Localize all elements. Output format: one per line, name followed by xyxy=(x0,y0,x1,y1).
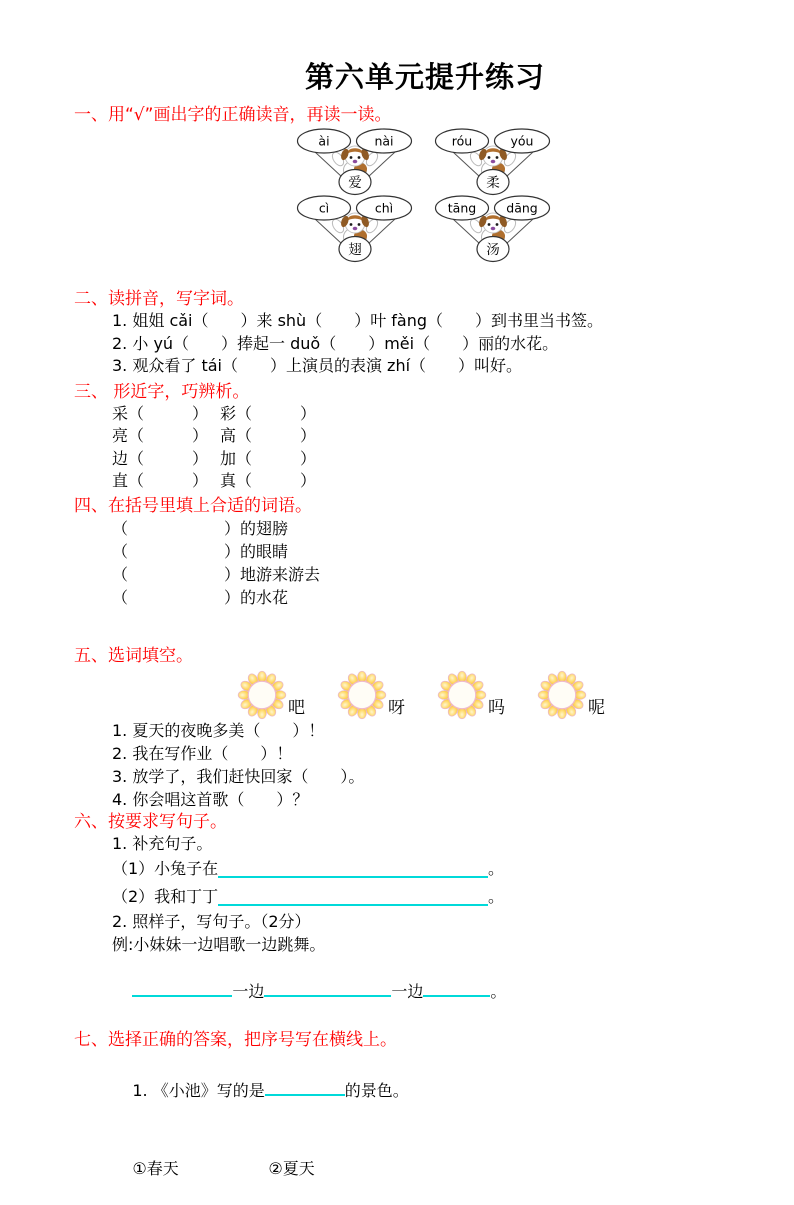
pattern-word: 一边 xyxy=(391,982,424,1001)
flower-icon xyxy=(438,671,486,719)
s3-cell: 直（ ） xyxy=(112,471,209,490)
word-option xyxy=(438,669,538,719)
s3-row-1 xyxy=(112,403,794,426)
pinyin-choice-group-ai xyxy=(296,128,414,195)
s6-sub-2: 2. 照样子，写句子。（2分） xyxy=(112,912,311,931)
s6-example: 例:小妹妹一边唱歌一边跳舞。 xyxy=(112,934,326,954)
flower-icon xyxy=(338,671,386,719)
s3-row-2 xyxy=(112,425,794,448)
word-option-label: 吗 xyxy=(488,697,505,718)
s3-cell: 真（ ） xyxy=(220,471,317,490)
s3-row-4 xyxy=(112,470,794,493)
pinyin-choice-grid xyxy=(296,128,552,262)
s7-question-1 xyxy=(112,1052,794,1130)
word-option-label: 吧 xyxy=(288,697,305,718)
pinyin-option-left: róu xyxy=(451,133,473,149)
section-6-header: 六、按要求写句子。 xyxy=(74,811,227,832)
pinyin-option-left: ài xyxy=(318,133,330,149)
s2-item-2: 2. 小 yú（ ）捧起一 duǒ（ ）měi（ ）丽的水花。 xyxy=(112,333,559,353)
pattern-word: 一边 xyxy=(232,982,265,1001)
word-option-label: 呢 xyxy=(588,697,605,718)
section-5-header: 五、选词填空。 xyxy=(74,645,193,666)
s6-sub-1: 1. 补充句子。 xyxy=(112,833,213,853)
answer-blank-line xyxy=(218,863,488,878)
s6-pattern-line xyxy=(112,956,794,1028)
pinyin-option-right: dāng xyxy=(506,200,538,216)
flower-icon xyxy=(238,671,286,719)
answer-blank-line xyxy=(423,982,490,997)
character-label: 翅 xyxy=(348,242,362,258)
answer-blank-line xyxy=(265,1081,345,1096)
option-2: ②夏天 xyxy=(268,1159,315,1178)
pinyin-option-right: chì xyxy=(374,200,394,216)
character-label: 柔 xyxy=(486,175,500,191)
s5-item-2: 2. 我在写作业（ ）！ xyxy=(112,743,293,763)
section-7-header: 七、选择正确的答案，把序号写在横线上。 xyxy=(74,1030,397,1050)
word-option xyxy=(238,669,338,719)
s6-fill-1 xyxy=(112,855,504,883)
s4-item-3: （ ）地游来游去 xyxy=(112,564,321,584)
s3-cell: 彩（ ） xyxy=(220,403,317,423)
s5-item-4: 4. 你会唱这首歌（ ）？ xyxy=(112,789,309,809)
section-3-header: 三、 形近字，巧辨析。 xyxy=(74,381,250,402)
s3-cell: 采（ ） xyxy=(112,403,209,423)
question-suffix: 的景色。 xyxy=(344,1081,409,1100)
pinyin-option-right: yóu xyxy=(510,133,534,149)
fill-prefix: （2）我和丁丁 xyxy=(112,887,219,906)
pattern-suffix: 。 xyxy=(490,982,507,1001)
s3-cell: 高（ ） xyxy=(220,426,317,445)
s3-cell: 边（ ） xyxy=(112,448,209,468)
fill-prefix: （1）小兔子在 xyxy=(112,859,219,878)
s3-cell: 亮（ ） xyxy=(112,426,209,445)
s4-item-4: （ ）的水花 xyxy=(112,587,289,607)
answer-blank-line xyxy=(264,982,391,997)
page-title: 第六单元提升练习 xyxy=(304,60,545,94)
answer-blank-line xyxy=(132,982,232,997)
s7-options xyxy=(112,1133,794,1205)
character-label: 爱 xyxy=(348,175,362,191)
s6-fill-2 xyxy=(112,883,504,911)
character-label: 汤 xyxy=(486,242,500,258)
s4-item-1: （ ）的翅膀 xyxy=(112,518,289,538)
word-option xyxy=(538,669,638,719)
s3-cell: 加（ ） xyxy=(220,448,317,468)
question-prefix: 1. 《小池》写的是 xyxy=(132,1081,265,1100)
word-option xyxy=(338,669,438,719)
pinyin-choice-group-rou xyxy=(434,128,552,195)
s2-item-3: 3. 观众看了 tái（ ）上演员的表演 zhí（ ）叫好。 xyxy=(112,356,523,375)
fill-suffix: 。 xyxy=(487,887,504,906)
answer-blank-line xyxy=(218,891,488,906)
s5-item-1: 1. 夏天的夜晚多美（ ）！ xyxy=(112,720,325,740)
s4-item-2: （ ）的眼睛 xyxy=(112,541,289,561)
section-1-header: 一、用“√”画出字的正确读音，再读一读。 xyxy=(74,105,392,125)
flower-icon xyxy=(538,671,586,719)
s2-item-1: 1. 姐姐 cǎi（ ）来 shù（ ）叶 fàng（ ）到书里当书签。 xyxy=(112,311,604,330)
section-4-header: 四、在括号里填上合适的词语。 xyxy=(74,495,312,516)
pinyin-choice-group-tang xyxy=(434,195,552,262)
option-1: ①春天 xyxy=(132,1159,179,1178)
word-options-row xyxy=(238,669,794,719)
pinyin-option-right: nài xyxy=(374,133,394,149)
pinyin-choice-group-chi xyxy=(296,195,414,262)
fill-suffix: 。 xyxy=(487,859,504,878)
section-2-header: 二、读拼音，写字词。 xyxy=(74,289,244,309)
s3-row-3 xyxy=(112,448,794,471)
pinyin-option-left: cì xyxy=(318,200,330,216)
s5-item-3: 3. 放学了，我们赶快回家（ ）。 xyxy=(112,766,365,786)
pinyin-option-left: tāng xyxy=(447,200,477,216)
word-option-label: 呀 xyxy=(388,697,405,718)
